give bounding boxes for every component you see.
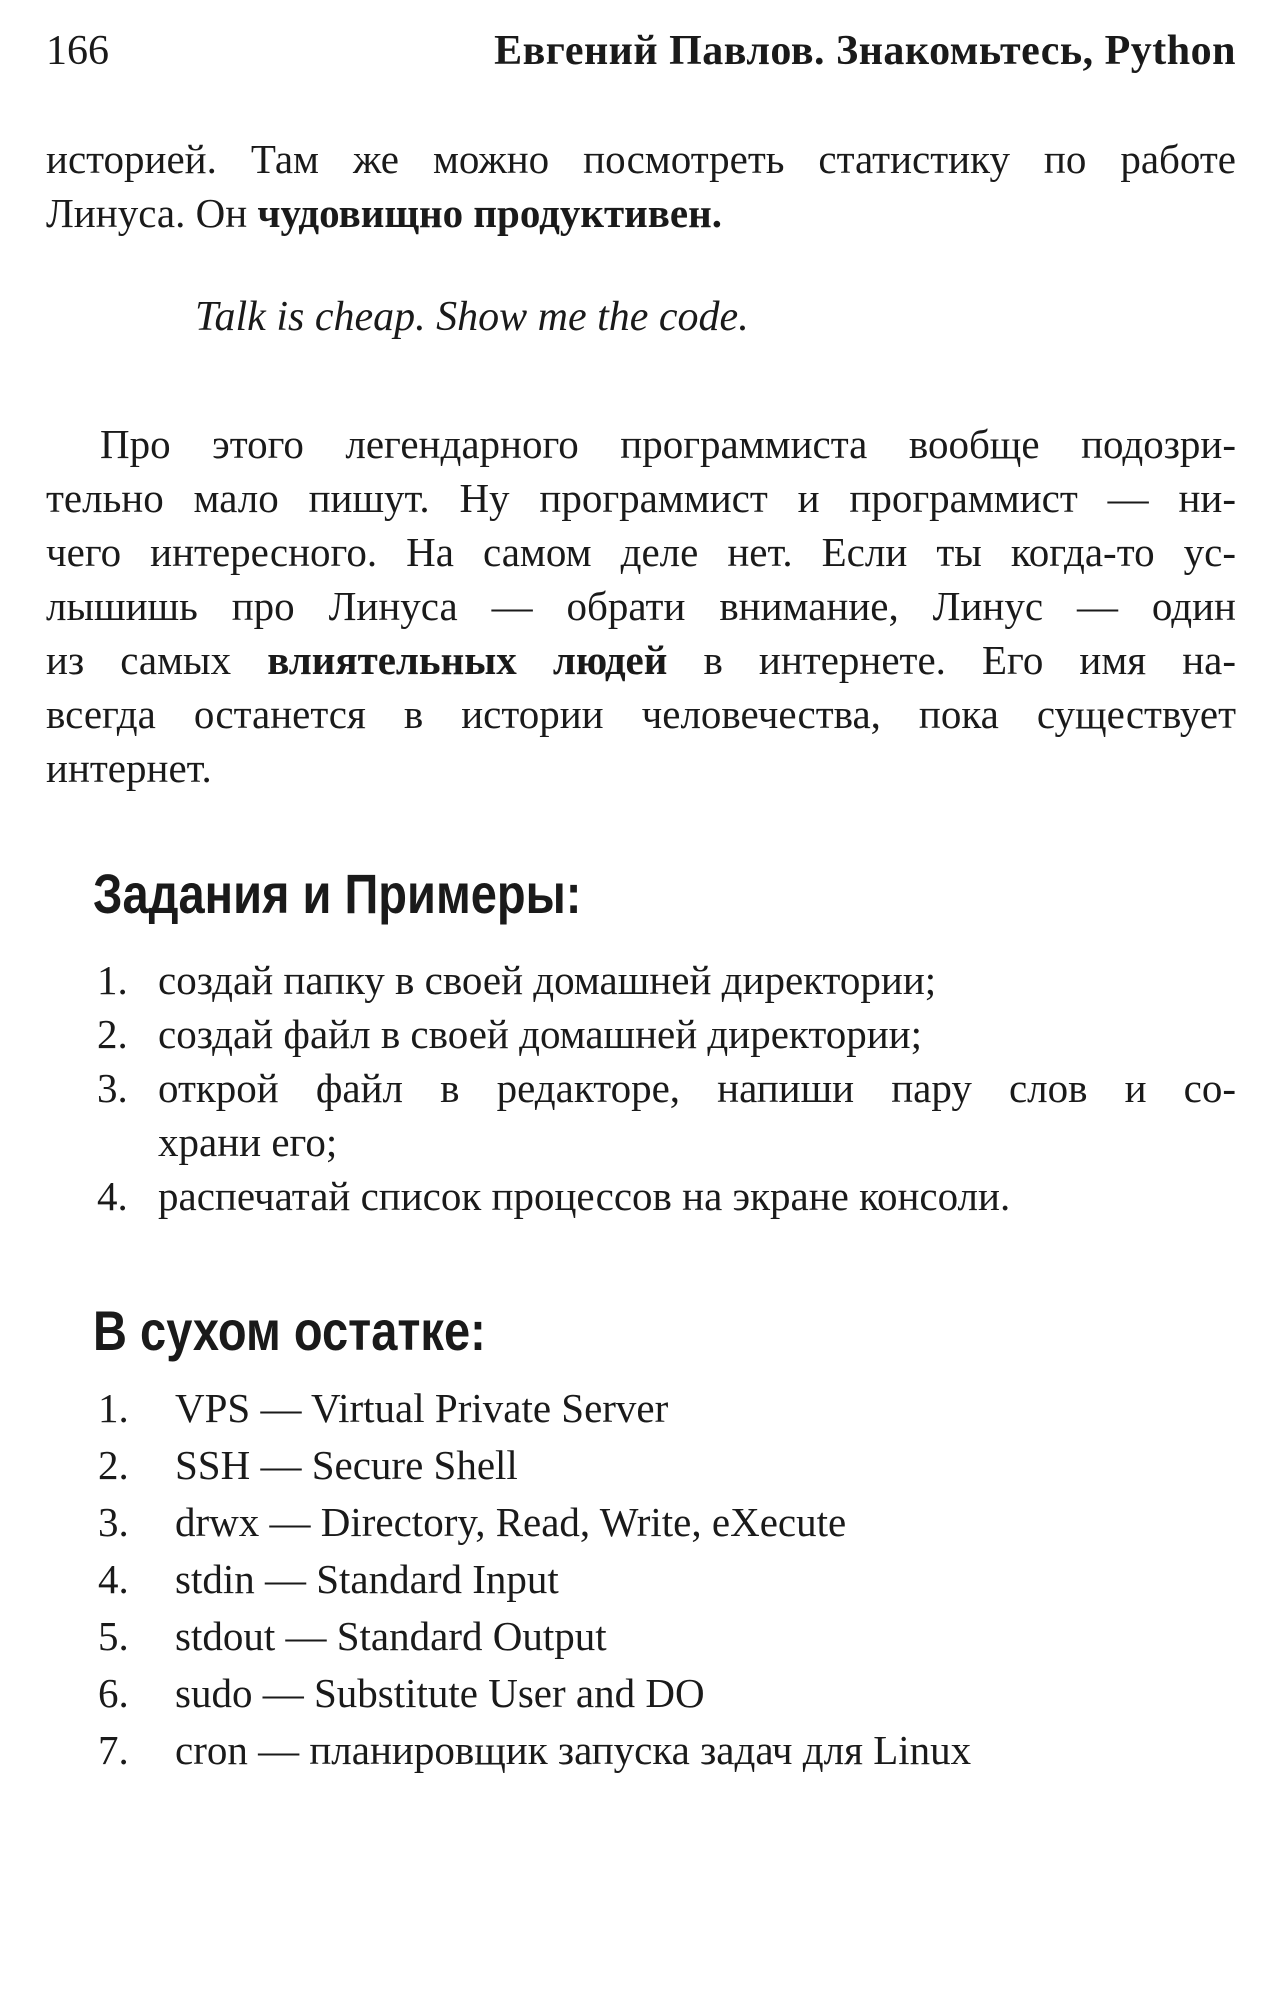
item-text [175,1494,1236,1551]
text-line [46,132,1236,186]
list-item [46,1722,1236,1779]
item-number: 1. [98,1385,129,1431]
text-segment: создай папку в своей домашней директории; [158,957,937,1003]
text-segment: cron — планировщик запуска задач для Linux [175,1727,972,1773]
list-item [46,1061,1236,1169]
text-segment: Про этого легендарного программиста вообще подозри- [100,421,1236,467]
item-text [158,953,1236,1007]
item-text [158,1169,1236,1223]
list-item [46,1665,1236,1722]
item-number: 3. [98,1499,129,1545]
text-segment: чего интересного. На самом деле нет. Если ты когда-то ус- [46,529,1236,575]
text-line [175,1437,1236,1494]
list-item [46,1608,1236,1665]
text-segment: stdin — Standard Input [175,1556,559,1602]
running-head-title: Евгений Павлов. Знакомьтесь, Python [494,28,1236,74]
page-number: 166 [46,28,109,74]
item-number: 6. [98,1670,129,1716]
item-number: 4. [97,1173,128,1219]
item-text [175,1437,1236,1494]
item-number: 1. [97,957,128,1003]
text-line [175,1494,1236,1551]
text-line [46,741,1236,795]
epigraph-quote: Talk is cheap. Show me the code. [195,294,749,340]
text-segment: drwx — Directory, Read, Write, eXecute [175,1499,847,1545]
text-line [175,1551,1236,1608]
text-segment: храни его; [158,1119,338,1165]
list-item [46,1494,1236,1551]
list-item [46,953,1236,1007]
summary-heading: В сухом остатке: [93,1299,486,1362]
item-number: 5. [98,1613,129,1659]
item-text [175,1608,1236,1665]
text-line [158,1169,1236,1223]
list-item [46,1437,1236,1494]
list-item [46,1551,1236,1608]
item-number: 2. [98,1442,129,1488]
summary-list [46,1380,1236,1779]
text-line [46,417,1236,471]
text-segment: sudo — Substitute User and DO [175,1670,705,1716]
text-line [175,1608,1236,1665]
intro-paragraph [46,132,1236,240]
text-line [46,186,1236,240]
text-line [46,579,1236,633]
tasks-heading: Задания и Примеры: [93,862,582,925]
text-segment: всегда останется в истории человечества, пока существует [46,691,1236,737]
text-segment: Линуса. Он [46,190,258,236]
text-segment: stdout — Standard Output [175,1613,607,1659]
main-paragraph [46,417,1236,795]
text-segment: в интернете. Его имя на- [667,637,1237,683]
text-line [158,1007,1236,1061]
text-segment: лышишь про Линуса — обрати внимание, Линус — один [46,583,1236,629]
text-line [158,1115,1236,1169]
running-head [46,26,1236,76]
text-segment: создай файл в своей домашней директории; [158,1011,922,1057]
text-line [158,1061,1236,1115]
list-item [46,1380,1236,1437]
text-line [46,687,1236,741]
text-line [158,953,1236,1007]
text-line [175,1380,1236,1437]
item-text [175,1551,1236,1608]
item-text [175,1380,1236,1437]
bold-text: чудовищно продуктивен. [257,190,722,236]
text-segment: SSH — Secure Shell [175,1442,518,1488]
item-text [158,1061,1236,1169]
list-item [46,1007,1236,1061]
text-line [46,471,1236,525]
item-number: 2. [97,1011,128,1057]
item-text [158,1007,1236,1061]
text-segment: из самых [46,637,268,683]
text-segment: историей. Там же можно посмотреть статистику по работе [46,136,1236,182]
text-line [175,1665,1236,1722]
text-line [46,633,1236,687]
text-line [175,1722,1236,1779]
text-segment: интернет. [46,745,212,791]
item-text [175,1665,1236,1722]
text-segment: открой файл в редакторе, напиши пару слов и со- [158,1065,1236,1111]
item-number: 4. [98,1556,129,1602]
text-segment: VPS — Virtual Private Server [175,1385,669,1431]
item-number: 7. [98,1727,129,1773]
text-segment: тельно мало пишут. Ну программист и программист — ни- [46,475,1236,521]
text-segment: распечатай список процессов на экране консоли. [158,1173,1011,1219]
tasks-list [46,953,1236,1223]
bold-text: влиятельных людей [267,637,668,683]
text-line [46,525,1236,579]
list-item [46,1169,1236,1223]
item-number: 3. [97,1065,128,1111]
item-text [175,1722,1236,1779]
